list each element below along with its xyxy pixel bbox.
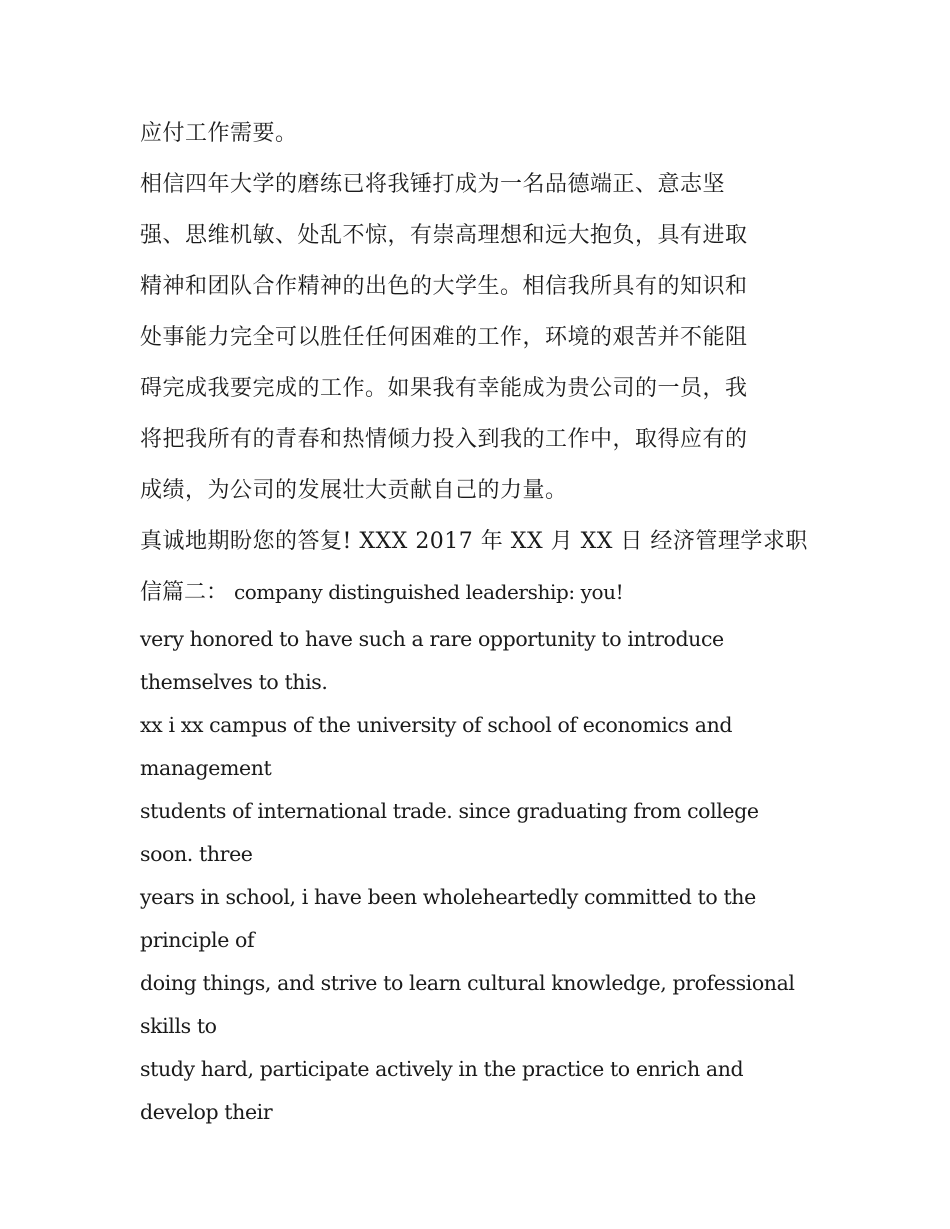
en-line-9: doing things, and strive to learn cultural knowledge, professional [140,971,795,995]
cn-line-8: 成绩，为公司的发展壮大贡献自己的力量。 [140,478,568,503]
heading-en-part: company distinguished leadership: you! [228,580,624,604]
cn-line-6: 碍完成我要完成的工作。如果我有幸能成为贵公司的一员，我 [140,376,748,401]
en-line-10: skills to [140,1014,217,1038]
cn-line-7: 将把我所有的青春和热情倾力投入到我的工作中，取得应有的 [140,427,748,452]
cn-line-5: 处事能力完全可以胜任任何困难的工作，环境的艰苦并不能阻 [140,325,748,350]
heading-cn-part: 信篇二： [140,580,229,605]
en-line-5: students of international trade. since graduating from college [140,799,759,823]
cn-line-1: 应付工作需要。 [140,121,298,146]
heading-line [140,567,820,618]
en-line-3: xx i xx campus of the university of school of economics and [140,713,733,737]
en-line-4: management [140,756,272,780]
en-line-1: very honored to have such a rare opportunity to introduce [140,627,724,651]
document-body [140,108,820,1134]
en-line-12: develop their [140,1100,273,1124]
en-line-6: soon. three [140,842,253,866]
en-line-8: principle of [140,928,255,952]
en-line-7: years in school, i have been wholeheartedly committed to the [140,885,756,909]
cn-line-4: 精神和团队合作精神的出色的大学生。相信我所具有的知识和 [140,274,748,299]
cn-line-9: 真诚地期盼您的答复! XXX 2017 年 XX 月 XX 日 经济管理学求职 [140,529,808,554]
en-line-11: study hard, participate actively in the practice to enrich and [140,1057,744,1081]
en-line-2: themselves to this. [140,670,328,694]
cn-line-3: 强、思维机敏、处乱不惊，有崇高理想和远大抱负，具有进取 [140,223,748,248]
cn-line-2: 相信四年大学的磨练已将我锤打成为一名品德端正、意志坚 [140,172,726,197]
